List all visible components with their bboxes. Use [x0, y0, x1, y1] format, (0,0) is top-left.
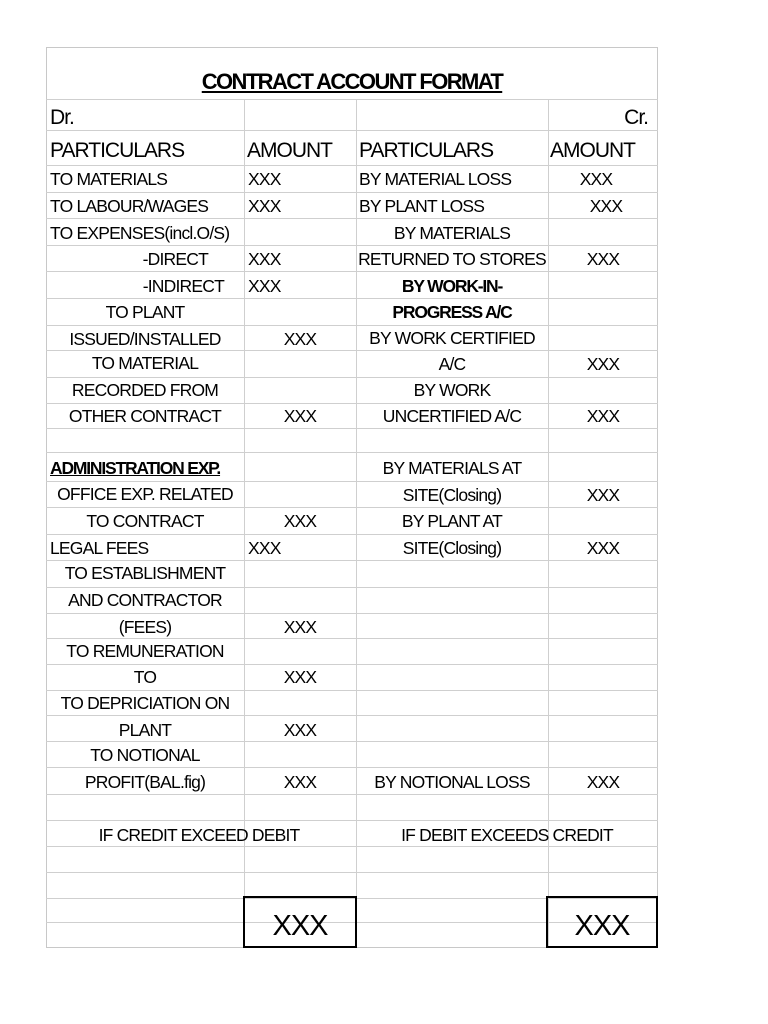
debit-materials: TO MATERIALS [50, 169, 168, 189]
debit-notional-amount: XXX [283, 772, 317, 792]
debit-admin-heading: ADMINISTRATION EXP. [50, 458, 221, 478]
credit-matsite-line1: BY MATERIALS AT [382, 458, 522, 478]
credit-matret-line1: BY MATERIALS [393, 223, 511, 243]
debit-matrec-line3: OTHER CONTRACT [68, 406, 222, 426]
debit-plant-amount: XXX [283, 329, 317, 349]
credit-uncert-line2: UNCERTIFIED A/C [382, 406, 522, 426]
debit-labour-amount: XXX [248, 196, 281, 216]
grid-line [46, 99, 658, 100]
debit-estab-line3: (FEES) [118, 617, 172, 637]
credit-notional-loss-amount: XXX [586, 772, 620, 792]
debit-expenses: TO EXPENSES(incl.O/S) [50, 223, 230, 243]
debit-legal-amount: XXX [248, 538, 281, 558]
cr-label: Cr. [624, 106, 648, 129]
debit-dep-amount: XXX [283, 720, 317, 740]
debit-estab-line1: TO ESTABLISHMENT [64, 563, 226, 583]
debit-dep-line1: TO DEPRICIATION ON [60, 693, 230, 713]
debit-materials-amount: XXX [248, 169, 281, 189]
debit-direct-amount: XXX [248, 249, 281, 269]
credit-matloss-amount: XXX [579, 169, 613, 189]
debit-indirect-amount: XXX [248, 276, 281, 296]
credit-total-box: XXX [546, 896, 658, 948]
credit-matret-amount: XXX [586, 249, 620, 269]
credit-certified-line1: BY WORK CERTIFIED [369, 328, 535, 348]
debit-labour: TO LABOUR/WAGES [50, 196, 209, 216]
debit-remun-line1: TO REMUNERATION [66, 641, 224, 661]
grid-line [46, 872, 658, 873]
credit-notional-loss: BY NOTIONAL LOSS [374, 772, 530, 792]
debit-plant-line2: ISSUED/INSTALLED [69, 329, 221, 349]
credit-note: IF DEBIT EXCEEDS CREDIT [401, 825, 613, 845]
debit-office-line1: OFFICE EXP. RELATED [57, 484, 233, 504]
credit-matsite-amount: XXX [586, 485, 620, 505]
credit-certified-line2: A/C [438, 354, 466, 374]
credit-uncert-amount: XXX [586, 406, 620, 426]
debit-note: IF CREDIT EXCEED DEBIT [98, 825, 300, 845]
debit-office-amount: XXX [283, 511, 317, 531]
credit-uncert-line1: BY WORK [413, 380, 491, 400]
debit-direct: -DIRECT [142, 249, 208, 269]
debit-estab-amount: XXX [283, 617, 317, 637]
debit-office-line2: TO CONTRACT [86, 511, 204, 531]
credit-plantsite-line2: SITE(Closing) [402, 538, 502, 558]
debit-notional-line1: TO NOTIONAL [90, 745, 200, 765]
debit-dep-line2: PLANT [118, 720, 172, 740]
debit-remun-amount: XXX [283, 667, 317, 687]
debit-matrec-amount: XXX [283, 406, 317, 426]
dr-label: Dr. [50, 106, 74, 129]
credit-matret-line2: RETURNED TO STORES [358, 249, 546, 269]
credit-matloss: BY MATERIAL LOSS [359, 169, 512, 189]
debit-matrec-line1: TO MATERIAL [91, 353, 199, 373]
header-particulars-left: PARTICULARS [50, 139, 185, 162]
credit-certified-amount: XXX [586, 354, 620, 374]
debit-notional-line2: PROFIT(BAL.fig) [84, 772, 206, 792]
credit-wip-line1: BY WORK-IN- [401, 276, 503, 296]
header-particulars-right: PARTICULARS [359, 139, 494, 162]
credit-plantsite-amount: XXX [586, 538, 620, 558]
credit-plantloss-amount: XXX [589, 196, 623, 216]
debit-estab-line2: AND CONTRACTOR [68, 590, 222, 610]
credit-plantsite-line1: BY PLANT AT [401, 511, 503, 531]
grid-line [548, 99, 549, 948]
debit-legal: LEGAL FEES [50, 538, 149, 558]
debit-matrec-line2: RECORDED FROM [71, 380, 219, 400]
debit-total-box: XXX [243, 896, 357, 948]
credit-matsite-line2: SITE(Closing) [402, 485, 502, 505]
page-title: CONTRACT ACCOUNT FORMAT [201, 69, 503, 94]
grid-line [46, 452, 658, 453]
credit-wip-line2: PROGRESS A/C [392, 302, 512, 322]
grid-line [46, 820, 658, 821]
debit-plant-line1: TO PLANT [105, 302, 185, 322]
debit-indirect: -INDIRECT [142, 276, 224, 296]
header-amount-right: AMOUNT [550, 139, 635, 162]
credit-plantloss: BY PLANT LOSS [359, 196, 485, 216]
debit-remun-line2: TO [133, 667, 157, 687]
header-amount-left: AMOUNT [247, 139, 332, 162]
